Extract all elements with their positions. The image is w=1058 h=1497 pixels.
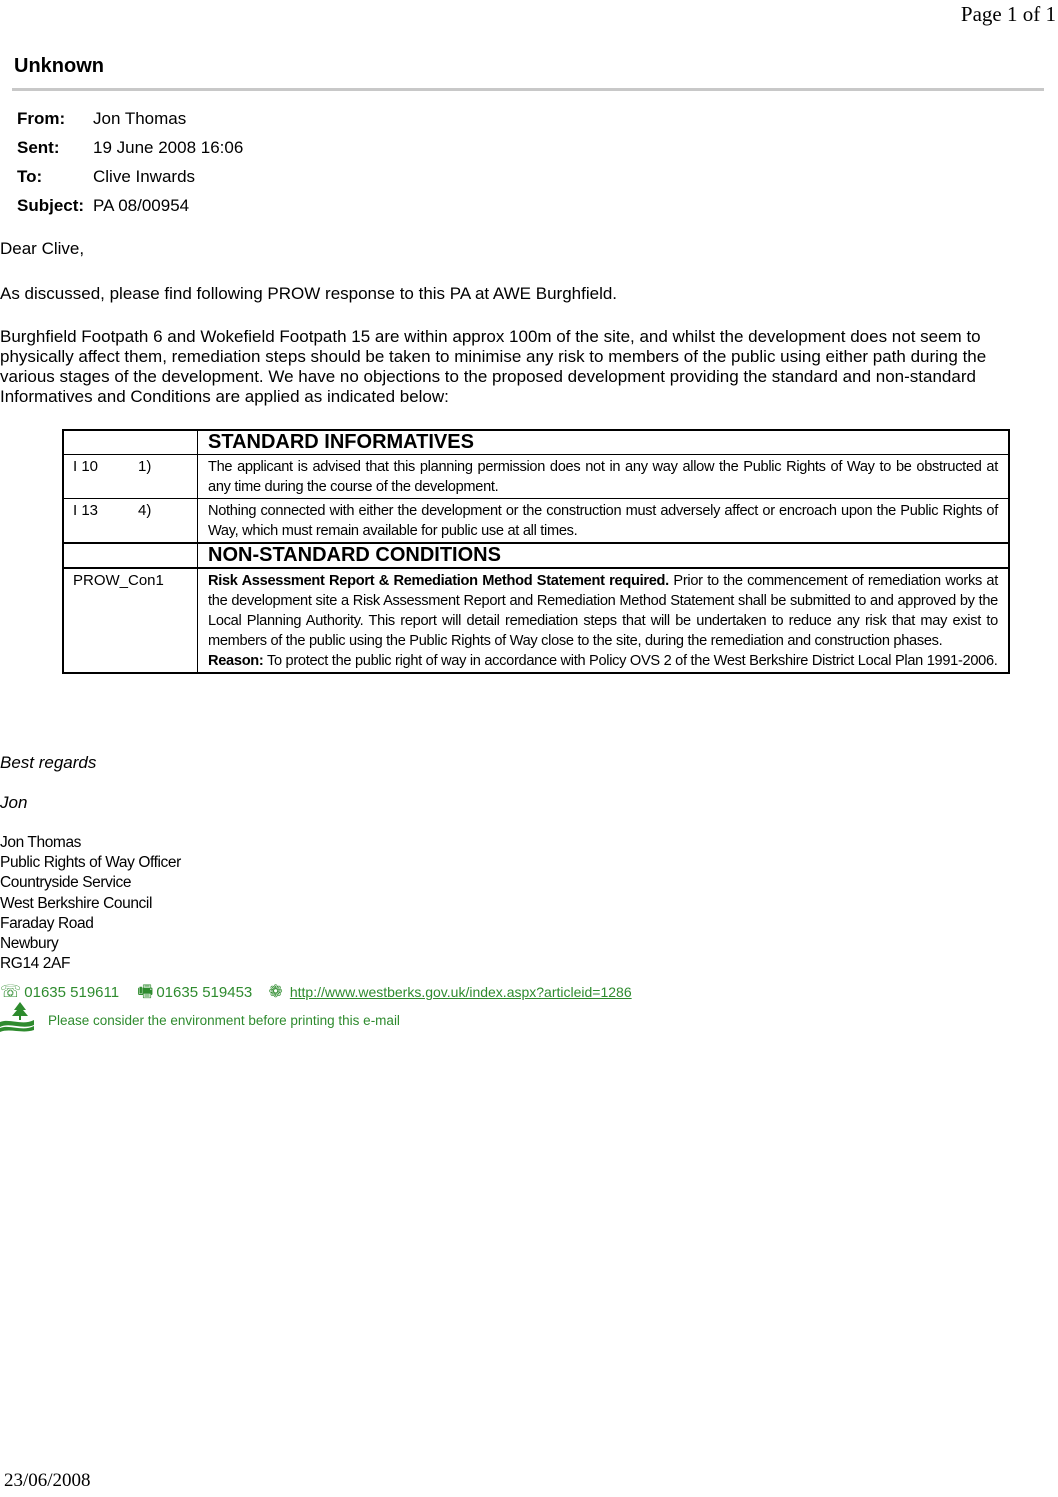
conditions-table (62, 429, 1010, 674)
page-number: Page 1 of 1 (960, 2, 1056, 26)
header-to (17, 162, 243, 191)
reason-text: To protect the public right of way in accordance with Policy OVS 2 of the West Berkshire District Local Plan 1991-2006. (263, 653, 998, 669)
header-from (17, 104, 243, 133)
closing: Best regards (0, 753, 97, 772)
phone-number: 01635 519611 (24, 984, 120, 1001)
header-sent (17, 133, 243, 162)
table-row (63, 455, 1009, 499)
signature-line: Faraday Road (0, 914, 94, 932)
body-paragraph-2: Burghfield Footpath 6 and Wokefield Footpath 15 are within approx 100m of the site, and whilst the development does not seem to physically affect them, remediation steps should be taken to minimise any risk to members of the public using either path during the various stages of the development. We have no objections to the proposed development providing the standard and non-standard Informatives and Conditions are applied as indicated below: (0, 327, 987, 406)
signature-line: West Berkshire Council (0, 894, 152, 912)
row-code: I 10 (73, 458, 99, 475)
environment-note (0, 1000, 400, 1035)
header-value: PA 08/00954 (93, 195, 190, 215)
phone-icon: ☏ (0, 982, 22, 1001)
contact-line (0, 979, 632, 1001)
condition-title: Risk Assessment Report & Remediation Method Statement required. (208, 573, 669, 589)
environment-text: Please consider the environment before printing this e-mail (48, 1013, 400, 1028)
row-number: 1) (138, 458, 152, 475)
standard-informatives-heading: STANDARD INFORMATIVES (198, 430, 1010, 455)
row-text: The applicant is advised that this planning permission does not in any way allow the Public Rights of Way to be obstructed at any time during the course of the development. (198, 455, 1010, 499)
header-label: Sent: (17, 137, 60, 157)
row-code: PROW_Con1 (63, 568, 198, 673)
signature-line: Newbury (0, 935, 59, 953)
header-value: Jon Thomas (93, 108, 187, 128)
signature-block (0, 833, 181, 974)
condition-text (198, 568, 1010, 673)
signature-line: Jon Thomas (0, 834, 82, 851)
title-divider (12, 88, 1044, 91)
header-subject (17, 191, 243, 220)
signature-line: RG14 2AF (0, 955, 71, 973)
header-label: Subject: (17, 195, 85, 215)
non-standard-conditions-heading: NON-STANDARD CONDITIONS (198, 543, 1010, 568)
row-text: Nothing connected with either the development or the construction must adversely affect or encroach upon the Public Rights of Way, which must remain available for public use at all times. (198, 499, 1010, 544)
header-value: 19 June 2008 16:06 (93, 137, 244, 157)
header-label: From: (17, 108, 66, 128)
footer-date: 23/06/2008 (4, 1470, 91, 1491)
email-headers (17, 104, 243, 220)
condition-body: Prior to the commencement of remediation works at the development site a Risk Assessment Report and Remediation Method Statement shall be submitted to and approved by the Local Planning Authority. This report will detail remediation steps that will be undertaken to reduce any risk that may exist to members of the public using the Public Rights of Way close to the site, during the remediation and construction phases. (208, 573, 998, 649)
reason-label: Reason: (208, 653, 264, 669)
greeting: Dear Clive, (0, 239, 85, 258)
signature-line: Countryside Service (0, 874, 132, 892)
header-value: Clive Inwards (93, 166, 196, 186)
row-number: 4) (138, 502, 152, 519)
table-row (63, 499, 1009, 544)
row-code: I 13 (73, 502, 99, 519)
email-title: Unknown (14, 55, 104, 77)
signature-line: Public Rights of Way Officer (0, 854, 181, 872)
tree-icon (0, 1000, 34, 1032)
table-row (63, 568, 1009, 673)
signoff: Jon (0, 793, 28, 812)
body-paragraph-1: As discussed, please find following PROW response to this PA at AWE Burghfield. (0, 284, 618, 303)
web-icon: ❁ (268, 982, 283, 1001)
fax-number: 01635 519453 (156, 984, 253, 1001)
header-label: To: (17, 166, 43, 186)
fax-icon: 🖷 (137, 982, 154, 1001)
website-link[interactable]: http://www.westberks.gov.uk/index.aspx?articleid=1286 (289, 984, 632, 1000)
